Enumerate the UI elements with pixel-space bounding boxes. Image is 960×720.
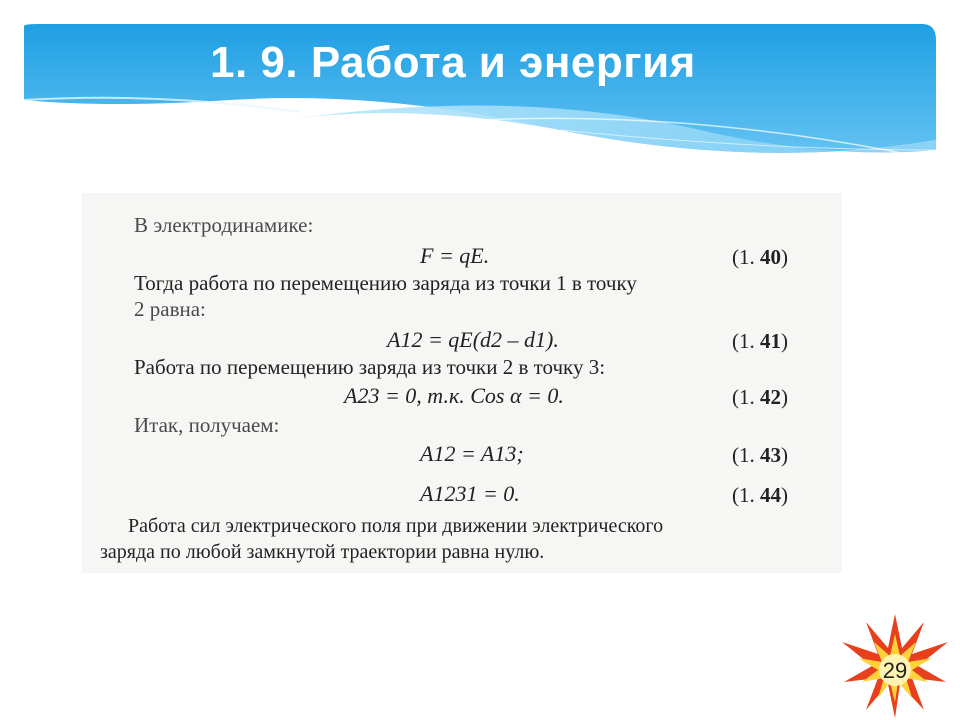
text-line: Работа по перемещению заряда из точки 2 в точку 3: [134, 355, 606, 379]
slide-title: 1. 9. Работа и энергия [210, 38, 696, 87]
formula: A12 = A13; [420, 441, 524, 466]
formula: A23 = 0, т.к. Cos α = 0. [344, 383, 564, 408]
text-line: Итак, получаем: [134, 413, 280, 437]
formula: F = qE. [420, 243, 490, 268]
text-line: заряда по любой замкнутой траектории равна нулю. [100, 541, 545, 563]
page-number-badge [840, 612, 950, 720]
text-line: Тогда работа по перемещению заряда из точки 1 в точку [134, 271, 637, 295]
text-line: Работа сил электрического поля при движении электрического [128, 515, 664, 537]
text-line: 2 равна: [134, 297, 206, 321]
equation-number: (1. 42) [732, 385, 788, 409]
formula: A12 = qE(d2 – d1). [387, 327, 559, 352]
equation-number: (1. 41) [732, 329, 788, 353]
equation-number: (1. 40) [732, 245, 788, 269]
equation-number: (1. 43) [732, 443, 788, 467]
text-line: В электродинамике: [134, 213, 314, 237]
formula: A1231 = 0. [420, 481, 520, 506]
scanned-text-block [82, 193, 842, 573]
page-number: 29 [882, 658, 908, 683]
equation-number: (1. 44) [732, 483, 788, 507]
header-banner [0, 0, 960, 175]
